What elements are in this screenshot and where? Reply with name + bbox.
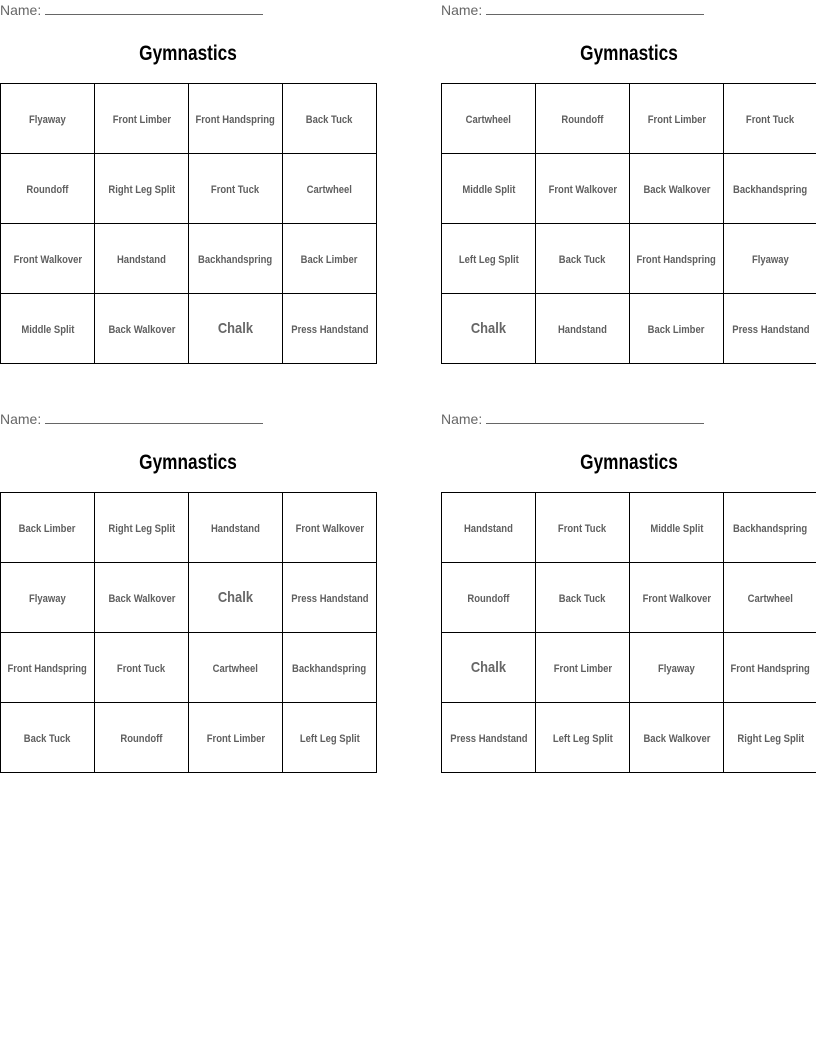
grid-cell	[536, 294, 630, 364]
cell-label: Back Tuck	[559, 592, 606, 605]
grid-row	[442, 154, 816, 224]
cell-label: Flyaway	[752, 253, 789, 266]
name-label: Name:	[0, 2, 42, 18]
grid-cell	[95, 563, 189, 633]
grid-cell	[283, 294, 377, 364]
cell-label: Backhandspring	[733, 183, 808, 196]
cell-label: Back Walkover	[108, 592, 175, 605]
cell-label: Backhandspring	[733, 522, 808, 535]
grid-cell	[283, 493, 377, 563]
cell-label: Front Walkover	[13, 253, 82, 266]
grid-row	[1, 294, 377, 364]
bingo-grid	[441, 83, 816, 364]
grid-cell	[630, 154, 724, 224]
grid-row	[1, 493, 377, 563]
cell-label: Right Leg Split	[737, 732, 804, 745]
grid-cell	[1, 224, 95, 294]
cell-label: Left Leg Split	[458, 253, 519, 266]
cell-label: Press Handstand	[731, 323, 810, 336]
cell-label: Middle Split	[461, 183, 516, 196]
name-label: Name:	[441, 411, 483, 427]
grid-cell	[442, 154, 536, 224]
grid-cell	[536, 224, 630, 294]
grid-cell	[442, 224, 536, 294]
card-title: Gymnastics	[139, 451, 237, 474]
name-blank-line	[45, 0, 263, 15]
cell-label: Back Walkover	[108, 323, 175, 336]
grid-cell	[724, 493, 816, 563]
cell-label: Front Limber	[647, 113, 706, 126]
grid-row	[1, 224, 377, 294]
grid-cell	[724, 633, 816, 703]
cell-label: Front Walkover	[548, 183, 617, 196]
name-blank-line	[486, 0, 704, 15]
name-blank-line	[45, 409, 263, 424]
cell-label: Front Limber	[206, 732, 265, 745]
grid-cell	[189, 84, 283, 154]
card-title: Gymnastics	[580, 451, 678, 474]
cell-label: Front Tuck	[746, 113, 795, 126]
grid-cell	[95, 154, 189, 224]
grid-cell	[1, 294, 95, 364]
grid-cell	[442, 84, 536, 154]
cell-label: Roundoff	[26, 183, 69, 196]
cell-label: Right Leg Split	[108, 183, 175, 196]
grid-cell	[630, 563, 724, 633]
cell-label: Front Tuck	[117, 662, 166, 675]
grid-cell	[95, 84, 189, 154]
grid-cell	[95, 633, 189, 703]
cell-label: Back Tuck	[559, 253, 606, 266]
grid-cell	[536, 633, 630, 703]
name-field	[441, 0, 704, 20]
cell-label: Handstand	[117, 253, 166, 266]
grid-cell	[189, 633, 283, 703]
cell-label: Left Leg Split	[552, 732, 613, 745]
grid-row	[442, 703, 816, 773]
grid-row	[1, 154, 377, 224]
grid-cell	[189, 224, 283, 294]
cell-label: Front Handspring	[730, 662, 811, 675]
cell-label: Handstand	[464, 522, 513, 535]
grid-cell	[283, 224, 377, 294]
grid-cell	[283, 84, 377, 154]
grid-row	[442, 84, 816, 154]
grid-row	[442, 294, 816, 364]
cell-label: Front Handspring	[7, 662, 88, 675]
name-label: Name:	[0, 411, 42, 427]
grid-cell	[630, 493, 724, 563]
grid-row	[1, 84, 377, 154]
grid-cell	[630, 224, 724, 294]
cell-label: Roundoff	[561, 113, 604, 126]
grid-cell	[536, 563, 630, 633]
cell-label: Flyaway	[29, 113, 66, 126]
grid-cell	[630, 294, 724, 364]
cell-label: Flyaway	[658, 662, 695, 675]
cell-label: Back Walkover	[643, 732, 710, 745]
grid-cell	[283, 563, 377, 633]
cell-label: Front Tuck	[211, 183, 260, 196]
grid-cell	[724, 294, 816, 364]
grid-cell	[1, 154, 95, 224]
cell-label: Back Tuck	[306, 113, 353, 126]
grid-cell	[442, 703, 536, 773]
grid-cell	[442, 493, 536, 563]
free-space-label: Chalk	[470, 658, 507, 676]
grid-cell	[95, 703, 189, 773]
name-field	[0, 0, 263, 20]
grid-cell	[283, 703, 377, 773]
cell-label: Front Walkover	[295, 522, 364, 535]
cell-label: Handstand	[211, 522, 260, 535]
grid-cell	[1, 703, 95, 773]
cell-label: Backhandspring	[292, 662, 367, 675]
free-space-cell	[442, 294, 536, 364]
grid-cell	[536, 493, 630, 563]
grid-row	[1, 703, 377, 773]
cell-label: Middle Split	[649, 522, 704, 535]
grid-row	[442, 493, 816, 563]
grid-cell	[95, 294, 189, 364]
grid-cell	[724, 224, 816, 294]
free-space-label: Chalk	[217, 588, 254, 606]
cell-label: Cartwheel	[306, 183, 353, 196]
grid-cell	[724, 563, 816, 633]
cell-label: Back Walkover	[643, 183, 710, 196]
grid-row	[442, 633, 816, 703]
name-field	[441, 409, 704, 429]
bingo-grid	[441, 492, 816, 773]
grid-row	[442, 563, 816, 633]
cell-label: Front Tuck	[558, 522, 607, 535]
grid-cell	[724, 154, 816, 224]
cell-label: Roundoff	[120, 732, 163, 745]
cell-label: Back Limber	[301, 253, 358, 266]
grid-cell	[189, 154, 283, 224]
free-space-cell	[189, 563, 283, 633]
grid-cell	[630, 84, 724, 154]
cell-label: Back Tuck	[24, 732, 71, 745]
cell-label: Middle Split	[20, 323, 75, 336]
name-label: Name:	[441, 2, 483, 18]
cell-label: Cartwheel	[465, 113, 512, 126]
cell-label: Back Limber	[648, 323, 705, 336]
grid-cell	[442, 563, 536, 633]
grid-cell	[630, 703, 724, 773]
bingo-grid	[0, 492, 377, 773]
grid-cell	[724, 703, 816, 773]
card-title: Gymnastics	[139, 42, 237, 65]
cell-label: Front Limber	[112, 113, 171, 126]
cell-label: Flyaway	[29, 592, 66, 605]
cell-label: Cartwheel	[212, 662, 259, 675]
cell-label: Back Limber	[19, 522, 76, 535]
cell-label: Roundoff	[467, 592, 510, 605]
grid-cell	[536, 84, 630, 154]
card-title: Gymnastics	[580, 42, 678, 65]
cell-label: Front Handspring	[195, 113, 276, 126]
cell-label: Handstand	[558, 323, 607, 336]
grid-cell	[1, 563, 95, 633]
grid-cell	[536, 703, 630, 773]
grid-cell	[630, 633, 724, 703]
free-space-cell	[442, 633, 536, 703]
grid-cell	[724, 84, 816, 154]
grid-cell	[95, 224, 189, 294]
bingo-grid	[0, 83, 377, 364]
cell-label: Backhandspring	[198, 253, 273, 266]
cell-label: Right Leg Split	[108, 522, 175, 535]
cell-label: Left Leg Split	[299, 732, 360, 745]
grid-row	[1, 563, 377, 633]
name-field	[0, 409, 263, 429]
free-space-label: Chalk	[470, 319, 507, 337]
grid-cell	[536, 154, 630, 224]
cell-label: Press Handstand	[290, 323, 369, 336]
grid-cell	[189, 703, 283, 773]
cell-label: Front Limber	[553, 662, 612, 675]
free-space-cell	[189, 294, 283, 364]
grid-cell	[283, 633, 377, 703]
grid-row	[1, 633, 377, 703]
cell-label: Press Handstand	[290, 592, 369, 605]
grid-cell	[189, 493, 283, 563]
cell-label: Front Walkover	[642, 592, 711, 605]
name-blank-line	[486, 409, 704, 424]
cell-label: Cartwheel	[747, 592, 794, 605]
grid-row	[442, 224, 816, 294]
grid-cell	[95, 493, 189, 563]
grid-cell	[1, 84, 95, 154]
free-space-label: Chalk	[217, 319, 254, 337]
cell-label: Front Handspring	[636, 253, 717, 266]
grid-cell	[1, 493, 95, 563]
grid-cell	[1, 633, 95, 703]
cell-label: Press Handstand	[449, 732, 528, 745]
grid-cell	[283, 154, 377, 224]
